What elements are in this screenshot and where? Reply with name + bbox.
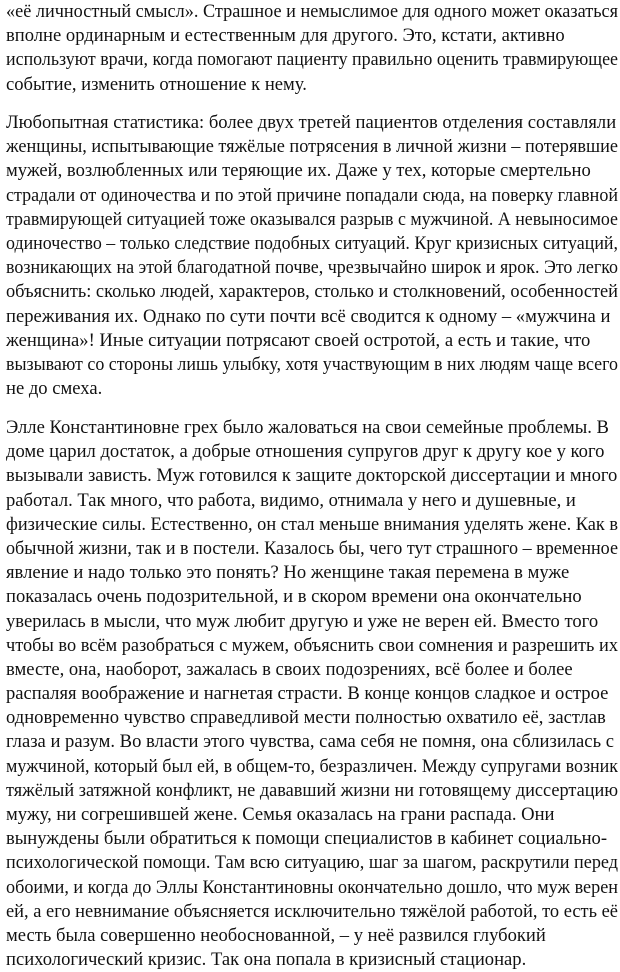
text-line: ей, а его невнимание объясняется исключительно тяжёлой работой, то есть её: [6, 900, 618, 922]
text-line: обычной жизни, так и в постели. Казалось бы, чего тут страшного – временное: [6, 537, 619, 559]
text-line: показалась очень подозрительной, и в скором времени она окончательно: [6, 586, 582, 608]
text-line: женщины, испытывающие тяжёлые потрясения в личной жизни – потерявшие: [6, 136, 618, 158]
text-line: страдали от одиночества и по этой причине попадали сюда, на поверку главной: [6, 184, 619, 206]
text-line: не до смеха.: [6, 378, 103, 400]
text-line: чтобы во всём разобраться с мужем, объяснить свои сомнения и разрешить их: [6, 634, 618, 656]
text-line: вызывают со стороны лишь улыбку, хотя участвующим в них людям чаще всего: [6, 353, 619, 375]
text-line: возникающих на этой благодатной почве, чрезвычайно широк и ярок. Это легко: [6, 257, 619, 279]
paragraph-2: [6, 111, 620, 401]
text-line: глаза и разум. Во власти этого чувства, сама себя не помня, она сблизилась с: [6, 731, 614, 753]
text-line: одиночество – только следствие подобных ситуаций. Круг кризисных ситуаций,: [6, 232, 618, 254]
text-line: вынуждены были обратиться к помощи специалистов в кабинет социально-: [6, 828, 608, 850]
text-line: месть была совершенно необоснованной, – у неё развился глубокий: [6, 924, 546, 946]
text-line: событие, изменить отношение к нему.: [6, 73, 307, 95]
text-line: психологической помощи. Там всю ситуацию, шаг за шагом, раскрутили перед: [6, 852, 619, 874]
text-line: мужу, ни согрешившей жене. Семья оказалась на грани распада. Они: [6, 804, 555, 825]
text-line: переживания их. Однако по сути почти всё сводится к одному – «мужчина и: [6, 305, 611, 327]
text-line: доме царил достаток, а добрые отношения супругов друг к другу кое у кого: [6, 441, 605, 463]
text-line: женщина»! Иные ситуации потрясают своей остротой, а есть и такие, что: [6, 329, 591, 351]
text-line: травмирующей ситуацией тоже оказывался разрыв с мужчиной. А невыносимое: [6, 208, 618, 230]
text-line: уверилась в мысли, что муж любит другую и уже не верен ей. Вместо того: [6, 610, 599, 632]
text-line: распаляя воображение и нагнетая страсти. В конце концов сладкое и острое: [6, 683, 609, 705]
text-line: мужчиной, который был ей, в общем-то, безразличен. Между супругами возник: [6, 755, 619, 777]
text-line: обоими, и когда до Эллы Константиновны окончательно дошло, что муж верен: [6, 876, 618, 898]
text-line: тяжёлый затяжной конфликт, не дававший жизни ни готовящему диссертацию: [6, 779, 619, 801]
text-line: вызывали зависть. Муж готовился к защите докторской диссертации и много: [6, 465, 618, 487]
text-line: явление и надо только это понять? Но женщине такая перемена в муже: [6, 562, 570, 584]
paragraph-1: [6, 0, 620, 97]
text-line: вполне ординарным и естественным для другого. Это, кстати, активно: [6, 25, 565, 47]
paragraph-3: [6, 416, 620, 972]
text-line: объяснить: сколько людей, характеров, столько и столкновений, особенностей: [6, 281, 619, 303]
text-line: физические силы. Естественно, он стал меньше внимания уделять жене. Как в: [6, 513, 618, 535]
text-line: Любопытная статистика: более двух третей пациентов отделения составляли: [6, 112, 617, 133]
text-line: вместе, она, наоборот, зажалась в своих подозрениях, всё более и более: [6, 658, 573, 680]
text-line: используют врачи, когда помогают пациенту правильно оценить травмирующее: [6, 49, 619, 71]
text-line: Элле Константиновне грех было жаловаться на свои семейные проблемы. В: [6, 417, 609, 438]
text-line: «её личностный смысл». Страшное и немыслимое для одного может оказаться: [6, 1, 619, 22]
text-line: психологический кризис. Так она попала в кризисный стационар.: [6, 949, 527, 971]
text-line: работал. Так много, что работа, видимо, отнимала у него и душевные, и: [6, 489, 576, 511]
text-line: одновременно чувство справедливой мести полностью охватило её, застлав: [6, 707, 606, 729]
text-line: мужей, возлюбленных или теряющие их. Даже у тех, которые смертельно: [6, 160, 591, 182]
